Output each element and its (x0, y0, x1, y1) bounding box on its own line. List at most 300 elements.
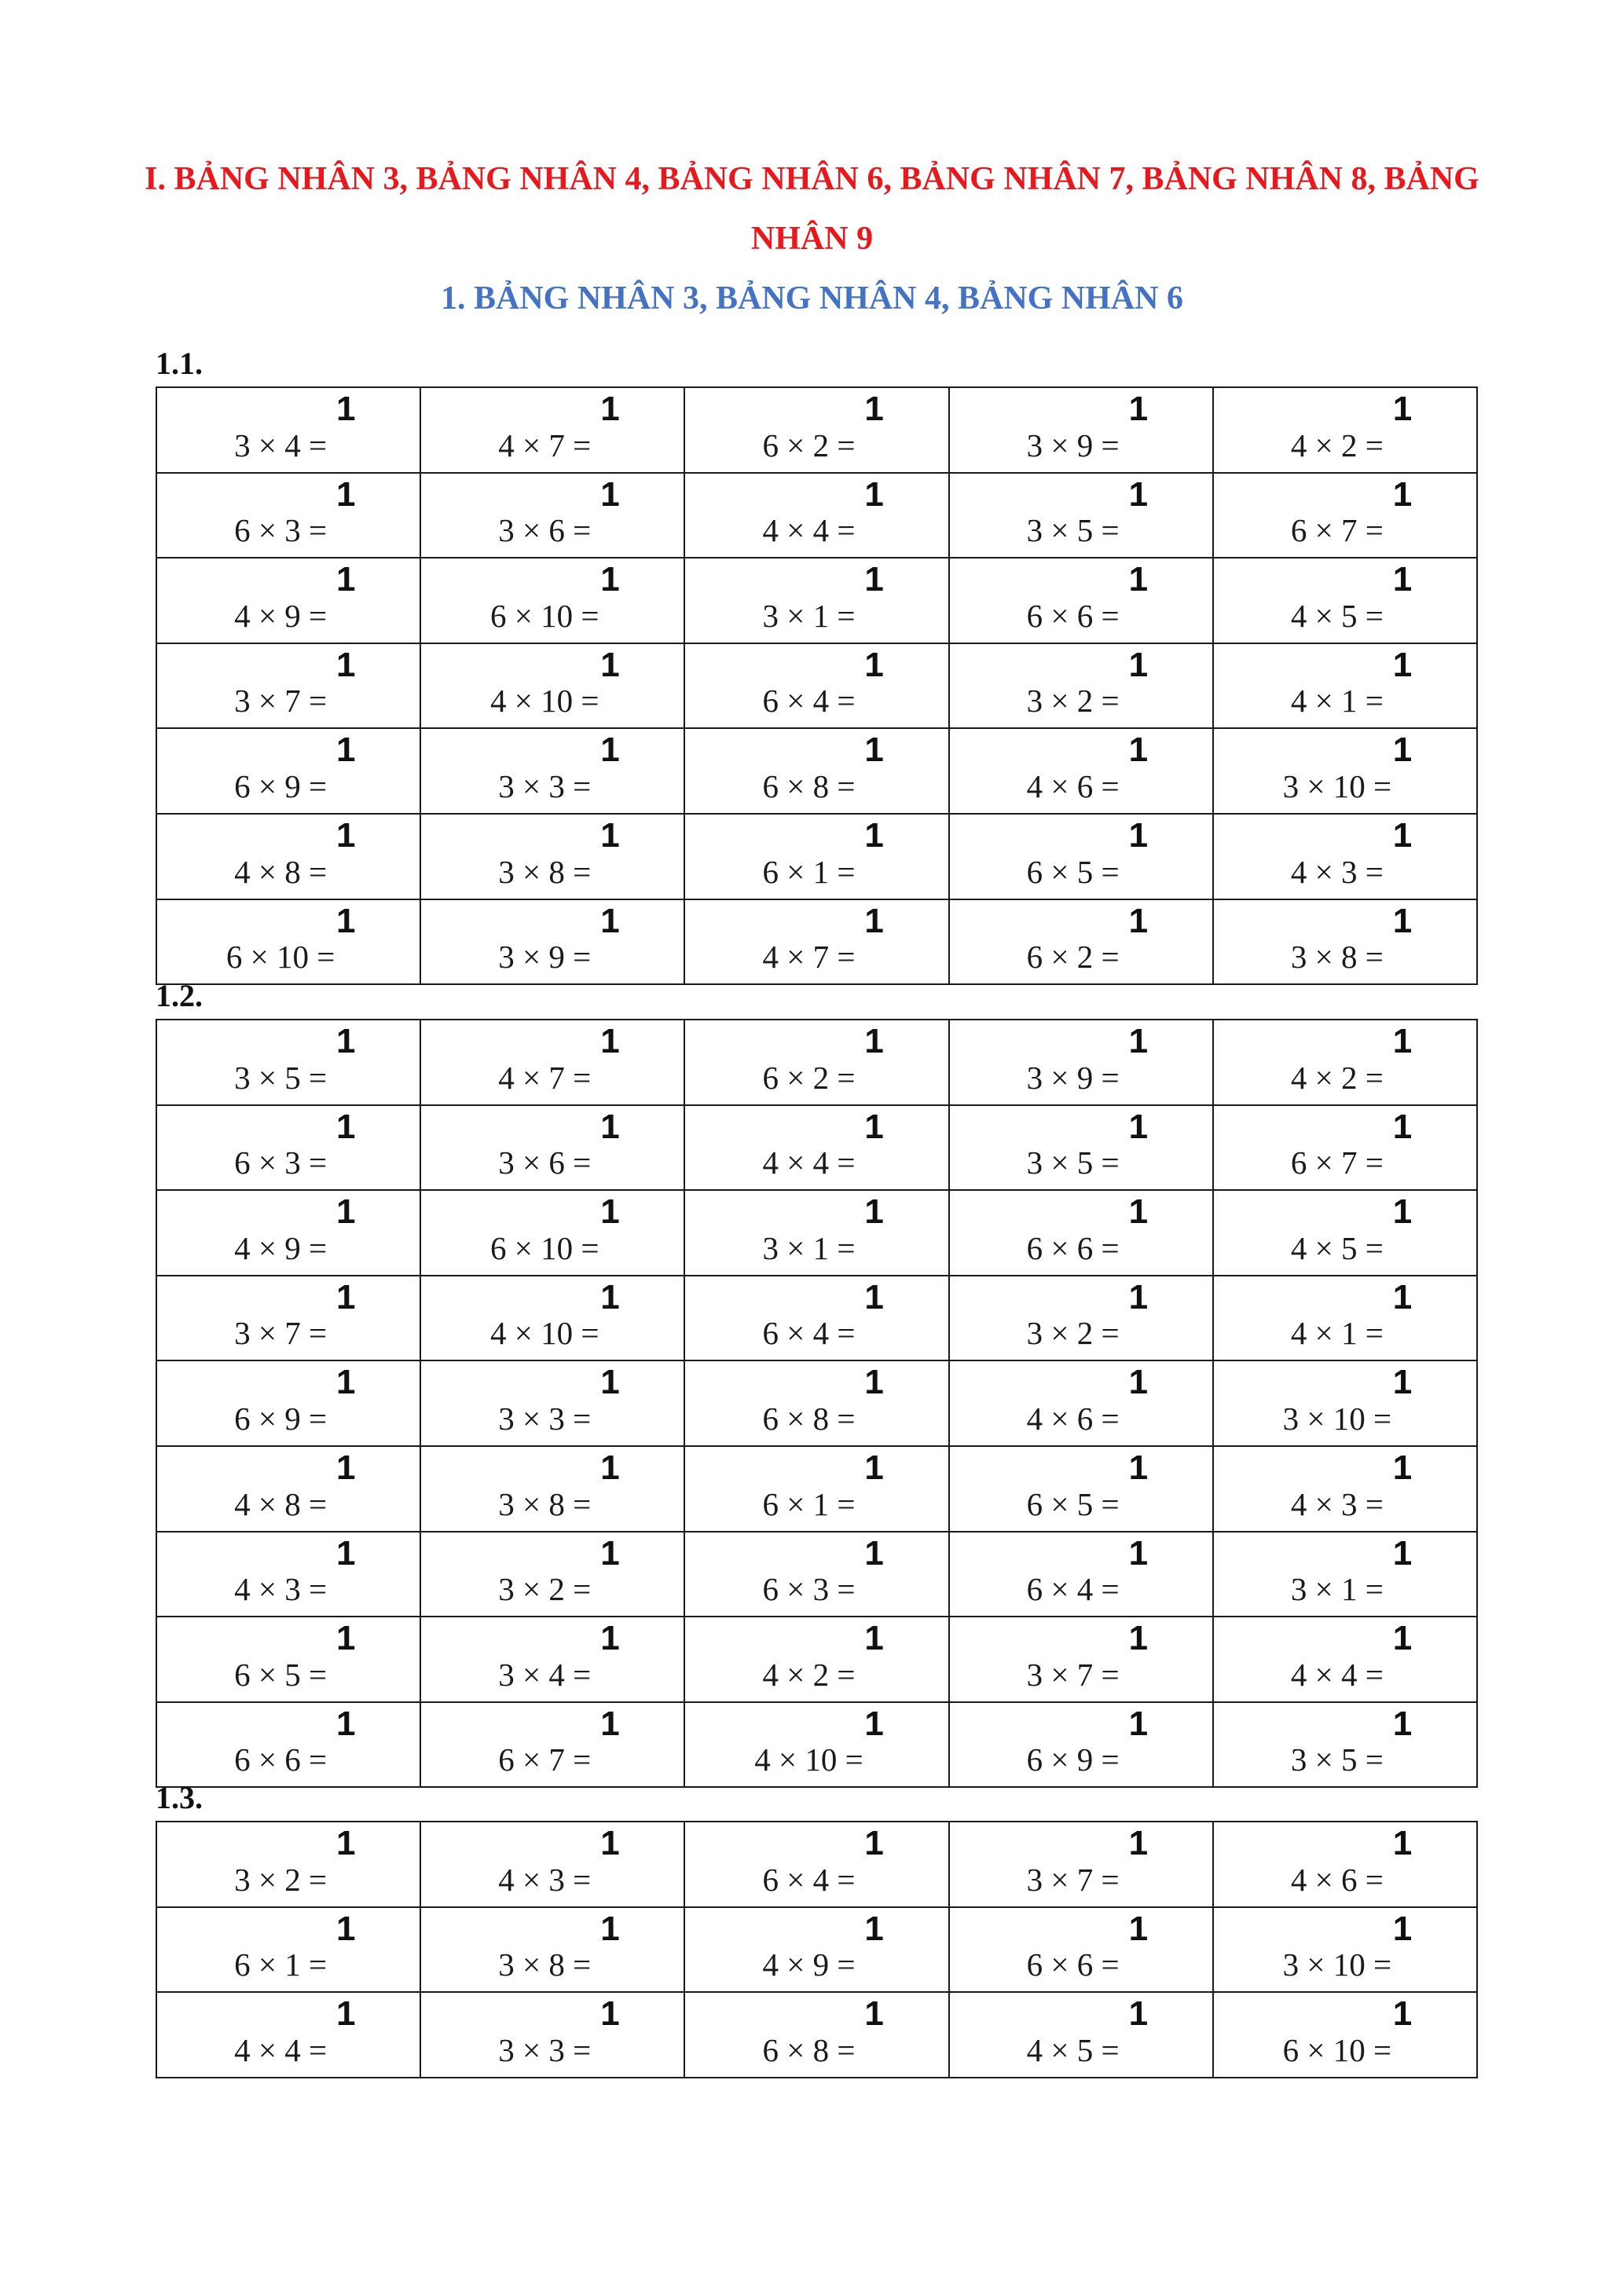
answer-mark: 1 (1128, 1192, 1149, 1232)
problem-cell (156, 1532, 420, 1617)
multiplication-problem: 6 × 10 = (225, 939, 335, 976)
problem-cell (420, 473, 684, 558)
multiplication-problem: 6 × 10 = (490, 1229, 599, 1266)
multiplication-problem: 4 × 7 = (498, 1059, 592, 1096)
multiplication-problem: 4 × 4 = (1290, 1656, 1384, 1693)
multiplication-problem: 6 × 2 = (762, 427, 856, 463)
multiplication-problem: 4 × 2 = (1290, 1059, 1384, 1096)
multiplication-problem: 4 × 2 = (1290, 427, 1384, 463)
problem-cell (949, 387, 1213, 473)
answer-mark: 1 (1392, 1994, 1413, 2034)
problem-cell (684, 387, 948, 473)
multiplication-problem: 6 × 6 = (1026, 1229, 1120, 1266)
multiplication-problem: 3 × 1 = (762, 597, 856, 634)
problem-cell (684, 558, 948, 643)
answer-mark: 1 (1128, 390, 1149, 428)
answer-mark: 1 (1128, 1994, 1149, 2034)
multiplication-problem: 4 × 8 = (234, 1485, 328, 1522)
problem-cell (156, 1907, 420, 1993)
answer-mark: 1 (864, 1107, 884, 1146)
problem-cell (156, 1360, 420, 1446)
problem-cell (1213, 1020, 1477, 1105)
problem-cell (949, 1992, 1213, 2078)
problem-cell (1213, 728, 1477, 814)
answer-mark: 1 (1392, 1363, 1413, 1402)
problem-cell (684, 473, 948, 558)
answer-mark: 1 (1392, 474, 1413, 514)
answer-mark: 1 (1128, 645, 1149, 684)
problem-cell (420, 1446, 684, 1532)
problem-cell (949, 558, 1213, 643)
answer-mark: 1 (1392, 1277, 1413, 1316)
problem-cell (949, 1105, 1213, 1191)
answer-mark: 1 (336, 1533, 356, 1573)
answer-mark: 1 (1392, 645, 1413, 684)
multiplication-problem: 6 × 6 = (1026, 597, 1120, 634)
problem-cell (420, 387, 684, 473)
answer-mark: 1 (1392, 1107, 1413, 1146)
answer-mark: 1 (336, 731, 356, 770)
answer-mark: 1 (1128, 1533, 1149, 1573)
multiplication-problem: 4 × 10 = (490, 683, 599, 720)
problem-cell (156, 899, 420, 985)
table-row (156, 558, 1477, 643)
answer-mark: 1 (864, 1994, 884, 2034)
answer-mark: 1 (600, 1192, 620, 1232)
problem-cell (949, 1446, 1213, 1532)
answer-mark: 1 (1392, 1448, 1413, 1487)
multiplication-problem: 3 × 4 = (234, 427, 328, 463)
answer-mark: 1 (600, 1277, 620, 1316)
multiplication-problem: 3 × 2 = (498, 1571, 592, 1608)
answer-mark: 1 (1128, 731, 1149, 770)
multiplication-problem: 6 × 1 = (762, 853, 856, 890)
problem-cell (1213, 1105, 1477, 1191)
answer-mark: 1 (864, 390, 884, 428)
problem-cell (684, 1907, 948, 1993)
multiplication-problem: 3 × 5 = (1026, 1144, 1120, 1181)
answer-mark: 1 (1128, 1909, 1149, 1948)
answer-mark: 1 (336, 901, 356, 940)
problem-cell (949, 1020, 1213, 1105)
answer-mark: 1 (1128, 1448, 1149, 1487)
problem-cell (420, 643, 684, 729)
problem-cell (1213, 1532, 1477, 1617)
answer-mark: 1 (1392, 1824, 1413, 1862)
problem-cell (684, 1446, 948, 1532)
multiplication-problem: 4 × 3 = (1290, 853, 1384, 890)
answer-mark: 1 (336, 1824, 356, 1862)
multiplication-problem: 6 × 7 = (1290, 512, 1384, 549)
answer-mark: 1 (600, 1619, 620, 1658)
multiplication-problem: 6 × 3 = (234, 1144, 328, 1181)
answer-mark: 1 (600, 731, 620, 770)
table-row (156, 1190, 1477, 1276)
multiplication-problem: 3 × 5 = (234, 1059, 328, 1096)
problem-cell (420, 558, 684, 643)
multiplication-problem: 6 × 4 = (762, 1315, 856, 1352)
answer-mark: 1 (336, 1909, 356, 1948)
multiplication-problem: 4 × 5 = (1026, 2031, 1120, 2068)
multiplication-problem: 4 × 4 = (762, 1144, 856, 1181)
multiplication-problem: 4 × 4 = (234, 2031, 328, 2068)
multiplication-problem: 3 × 10 = (1282, 1946, 1392, 1983)
answer-mark: 1 (1392, 731, 1413, 770)
answer-mark: 1 (600, 474, 620, 514)
multiplication-problem: 3 × 7 = (234, 1315, 328, 1352)
problem-cell (684, 1276, 948, 1361)
table-row (156, 1105, 1477, 1191)
problem-cell (684, 1992, 948, 2078)
problem-cell (420, 1617, 684, 1702)
multiplication-problem: 4 × 6 = (1026, 1400, 1120, 1437)
answer-mark: 1 (1128, 474, 1149, 514)
multiplication-problem: 6 × 1 = (762, 1485, 856, 1522)
multiplication-problem: 4 × 1 = (1290, 1315, 1384, 1352)
problem-cell (684, 1190, 948, 1276)
multiplication-problem: 4 × 6 = (1026, 767, 1120, 804)
multiplication-problem: 6 × 5 = (234, 1656, 328, 1693)
answer-mark: 1 (600, 1824, 620, 1862)
multiplication-problem: 4 × 9 = (762, 1946, 856, 1983)
problem-cell (684, 643, 948, 729)
answer-mark: 1 (336, 560, 356, 599)
problem-cell (684, 1105, 948, 1191)
answer-mark: 1 (1128, 560, 1149, 599)
answer-mark: 1 (336, 1363, 356, 1402)
answer-mark: 1 (1392, 1704, 1413, 1743)
multiplication-problem: 3 × 9 = (1026, 427, 1120, 463)
table-row (156, 387, 1477, 473)
multiplication-problem: 3 × 3 = (498, 767, 592, 804)
answer-mark: 1 (864, 1619, 884, 1658)
problem-cell (156, 387, 420, 473)
multiplication-problem: 3 × 8 = (1290, 939, 1384, 976)
problem-cell (420, 899, 684, 985)
table-row (156, 1822, 1477, 1907)
multiplication-problem: 3 × 2 = (234, 1861, 328, 1898)
answer-mark: 1 (864, 1448, 884, 1487)
answer-mark: 1 (336, 1619, 356, 1658)
problem-cell (420, 814, 684, 899)
problem-cell (1213, 473, 1477, 558)
multiplication-problem: 4 × 2 = (762, 1656, 856, 1693)
multiplication-problem: 4 × 3 = (234, 1571, 328, 1608)
problem-cell (156, 1822, 420, 1907)
multiplication-problem: 3 × 10 = (1282, 1400, 1392, 1437)
answer-mark: 1 (336, 474, 356, 514)
problem-cell (684, 814, 948, 899)
multiplication-problem: 4 × 9 = (234, 1229, 328, 1266)
problem-cell (949, 1822, 1213, 1907)
answer-mark: 1 (600, 1107, 620, 1146)
answer-mark: 1 (1128, 1022, 1149, 1060)
multiplication-problem: 6 × 2 = (762, 1059, 856, 1096)
problem-cell (1213, 1360, 1477, 1446)
problem-cell (156, 473, 420, 558)
problem-cell (420, 1992, 684, 2078)
answer-mark: 1 (864, 1363, 884, 1402)
answer-mark: 1 (1128, 1704, 1149, 1743)
multiplication-problem: 6 × 6 = (234, 1741, 328, 1778)
table-row (156, 728, 1477, 814)
answer-mark: 1 (1392, 1533, 1413, 1573)
problem-cell (684, 1360, 948, 1446)
problem-cell (684, 899, 948, 985)
problem-cell (684, 1822, 948, 1907)
problem-cell (156, 643, 420, 729)
multiplication-problem: 3 × 5 = (1290, 1741, 1384, 1778)
answer-mark: 1 (1392, 1909, 1413, 1948)
problem-cell (156, 1992, 420, 2078)
problem-cell (156, 1276, 420, 1361)
answer-mark: 1 (1128, 1363, 1149, 1402)
answer-mark: 1 (1392, 1619, 1413, 1658)
multiplication-problem: 3 × 10 = (1282, 767, 1392, 804)
answer-mark: 1 (864, 645, 884, 684)
answer-mark: 1 (600, 1704, 620, 1743)
answer-mark: 1 (864, 815, 884, 855)
answer-mark: 1 (864, 1704, 884, 1743)
multiplication-problem: 6 × 10 = (490, 597, 599, 634)
multiplication-problem: 6 × 8 = (762, 2031, 856, 2068)
multiplication-problem: 6 × 5 = (1026, 853, 1120, 890)
answer-mark: 1 (600, 560, 620, 599)
multiplication-problem: 3 × 1 = (1290, 1571, 1384, 1608)
problem-cell (1213, 387, 1477, 473)
answer-mark: 1 (600, 1994, 620, 2034)
answer-mark: 1 (336, 1277, 356, 1316)
problem-cell (1213, 1822, 1477, 1907)
answer-mark: 1 (600, 1533, 620, 1573)
multiplication-problem: 6 × 9 = (234, 767, 328, 804)
problem-cell (156, 1190, 420, 1276)
answer-mark: 1 (600, 815, 620, 855)
answer-mark: 1 (600, 901, 620, 940)
multiplication-problem: 6 × 7 = (1290, 1144, 1384, 1181)
answer-mark: 1 (600, 1448, 620, 1487)
problem-cell (949, 1360, 1213, 1446)
multiplication-problem: 3 × 5 = (1026, 512, 1120, 549)
answer-mark: 1 (600, 645, 620, 684)
answer-mark: 1 (1128, 815, 1149, 855)
table-row (156, 1360, 1477, 1446)
problem-cell (420, 1020, 684, 1105)
answer-mark: 1 (600, 1363, 620, 1402)
problem-cell (420, 1360, 684, 1446)
multiplication-problem: 6 × 6 = (1026, 1946, 1120, 1983)
answer-mark: 1 (1392, 901, 1413, 940)
problem-cell (1213, 1190, 1477, 1276)
answer-mark: 1 (336, 1107, 356, 1146)
multiplication-problem: 4 × 10 = (490, 1315, 599, 1352)
problem-cell (156, 1020, 420, 1105)
answer-mark: 1 (1128, 901, 1149, 940)
multiplication-problem: 4 × 9 = (234, 597, 328, 634)
answer-mark: 1 (1392, 560, 1413, 599)
problem-cell (949, 1617, 1213, 1702)
problem-cell (949, 1702, 1213, 1788)
table-row (156, 643, 1477, 729)
answer-mark: 1 (600, 1022, 620, 1060)
problem-cell (156, 728, 420, 814)
multiplication-problem: 4 × 7 = (498, 427, 592, 463)
problem-cell (684, 1020, 948, 1105)
answer-mark: 1 (600, 390, 620, 428)
answer-mark: 1 (336, 1994, 356, 2034)
answer-mark: 1 (336, 1704, 356, 1743)
problem-cell (1213, 1702, 1477, 1788)
problem-cell (949, 643, 1213, 729)
answer-mark: 1 (864, 560, 884, 599)
table-row (156, 814, 1477, 899)
problem-cell (420, 1276, 684, 1361)
multiplication-problem: 6 × 1 = (234, 1946, 328, 1983)
problem-cell (420, 1105, 684, 1191)
problem-cell (420, 1702, 684, 1788)
answer-mark: 1 (336, 1022, 356, 1060)
multiplication-problem: 3 × 8 = (498, 1485, 592, 1522)
multiplication-problem: 6 × 10 = (1282, 2031, 1392, 2068)
multiplication-problem: 4 × 10 = (754, 1741, 863, 1778)
table-row (156, 1020, 1477, 1105)
problem-cell (949, 1907, 1213, 1993)
answer-mark: 1 (336, 1192, 356, 1232)
multiplication-problem: 6 × 3 = (762, 1571, 856, 1608)
answer-mark: 1 (864, 1909, 884, 1948)
table-row (156, 1702, 1477, 1788)
multiplication-problem: 4 × 1 = (1290, 683, 1384, 720)
answer-mark: 1 (336, 645, 356, 684)
answer-mark: 1 (336, 390, 356, 428)
multiplication-problem: 6 × 5 = (1026, 1485, 1120, 1522)
multiplication-problem: 4 × 4 = (762, 512, 856, 549)
exercise-label: 1.1. (156, 346, 203, 381)
multiplication-problem: 6 × 8 = (762, 767, 856, 804)
multiplication-problem: 3 × 6 = (498, 1144, 592, 1181)
problem-cell (156, 1105, 420, 1191)
answer-mark: 1 (864, 1277, 884, 1316)
answer-mark: 1 (1392, 815, 1413, 855)
multiplication-problem: 3 × 1 = (762, 1229, 856, 1266)
answer-mark: 1 (864, 1533, 884, 1573)
problem-cell (420, 1190, 684, 1276)
multiplication-problem: 6 × 9 = (1026, 1741, 1120, 1778)
multiplication-problem: 3 × 2 = (1026, 683, 1120, 720)
problem-cell (1213, 643, 1477, 729)
answer-mark: 1 (864, 731, 884, 770)
multiplication-problem: 6 × 4 = (1026, 1571, 1120, 1608)
problem-cell (949, 899, 1213, 985)
problem-cell (1213, 1907, 1477, 1993)
problem-cell (156, 1446, 420, 1532)
multiplication-problem: 3 × 2 = (1026, 1315, 1120, 1352)
answer-mark: 1 (864, 1192, 884, 1232)
problem-cell (420, 728, 684, 814)
problem-cell (1213, 899, 1477, 985)
multiplication-problem: 6 × 9 = (234, 1400, 328, 1437)
multiplication-problem: 6 × 8 = (762, 1400, 856, 1437)
problem-cell (949, 1276, 1213, 1361)
multiplication-table (156, 386, 1478, 985)
multiplication-problem: 3 × 7 = (1026, 1656, 1120, 1693)
answer-mark: 1 (1128, 1107, 1149, 1146)
problem-cell (1213, 1276, 1477, 1361)
problem-cell (420, 1532, 684, 1617)
table-row (156, 1532, 1477, 1617)
page-title: I. BẢNG NHÂN 3, BẢNG NHÂN 4, BẢNG NHÂN 6, BẢNG NHÂN 7, BẢNG NHÂN 8, BẢNG NHÂN 9 (145, 161, 1479, 257)
exercise-label: 1.3. (156, 1780, 203, 1815)
problem-cell (1213, 1992, 1477, 2078)
problem-cell (156, 1702, 420, 1788)
answer-mark: 1 (1392, 390, 1413, 428)
multiplication-problem: 4 × 5 = (1290, 1229, 1384, 1266)
problem-cell (949, 814, 1213, 899)
multiplication-problem: 4 × 8 = (234, 853, 328, 890)
problem-cell (1213, 814, 1477, 899)
answer-mark: 1 (336, 1448, 356, 1487)
answer-mark: 1 (336, 815, 356, 855)
multiplication-problem: 6 × 4 = (762, 683, 856, 720)
multiplication-problem: 6 × 2 = (1026, 939, 1120, 976)
multiplication-problem: 3 × 3 = (498, 1400, 592, 1437)
answer-mark: 1 (1392, 1192, 1413, 1232)
section-heading: 1. BẢNG NHÂN 3, BẢNG NHÂN 4, BẢNG NHÂN 6 (440, 280, 1184, 317)
multiplication-problem: 3 × 7 = (234, 683, 328, 720)
multiplication-problem: 3 × 8 = (498, 853, 592, 890)
problem-cell (1213, 1446, 1477, 1532)
multiplication-problem: 3 × 8 = (498, 1946, 592, 1983)
problem-cell (684, 728, 948, 814)
multiplication-problem: 6 × 7 = (498, 1741, 592, 1778)
table-row (156, 1617, 1477, 1702)
problem-cell (156, 814, 420, 899)
multiplication-problem: 6 × 4 = (762, 1861, 856, 1898)
problem-cell (684, 1702, 948, 1788)
problem-cell (1213, 558, 1477, 643)
multiplication-problem: 4 × 3 = (1290, 1485, 1384, 1522)
problem-cell (949, 473, 1213, 558)
problem-cell (949, 728, 1213, 814)
multiplication-problem: 3 × 3 = (498, 2031, 592, 2068)
multiplication-problem: 4 × 5 = (1290, 597, 1384, 634)
multiplication-problem: 3 × 4 = (498, 1656, 592, 1693)
answer-mark: 1 (1128, 1824, 1149, 1862)
answer-mark: 1 (1128, 1277, 1149, 1316)
table-row (156, 473, 1477, 558)
answer-mark: 1 (1392, 1022, 1413, 1060)
problem-cell (949, 1190, 1213, 1276)
problem-cell (684, 1617, 948, 1702)
problem-cell (420, 1822, 684, 1907)
table-row (156, 1446, 1477, 1532)
multiplication-problem: 3 × 7 = (1026, 1861, 1120, 1898)
table-row (156, 899, 1477, 985)
problem-cell (420, 1907, 684, 1993)
answer-mark: 1 (864, 474, 884, 514)
answer-mark: 1 (864, 901, 884, 940)
answer-mark: 1 (600, 1909, 620, 1948)
table-row (156, 1907, 1477, 1993)
problem-cell (949, 1532, 1213, 1617)
multiplication-problem: 3 × 9 = (1026, 1059, 1120, 1096)
multiplication-problem: 4 × 3 = (498, 1861, 592, 1898)
problem-cell (684, 1532, 948, 1617)
multiplication-table (156, 1821, 1478, 2078)
answer-mark: 1 (1128, 1619, 1149, 1658)
problem-cell (156, 1617, 420, 1702)
multiplication-problem: 4 × 6 = (1290, 1861, 1384, 1898)
